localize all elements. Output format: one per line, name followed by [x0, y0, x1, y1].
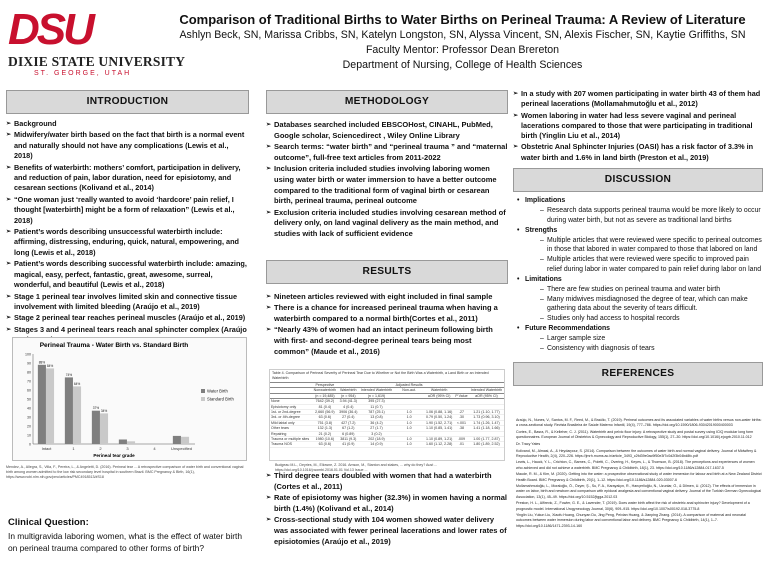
discussion-group-title: Implications	[525, 197, 566, 205]
table-cell: 41 (0.9)	[338, 442, 359, 447]
table-cell: .30	[454, 415, 469, 420]
perineal-trauma-chart	[12, 337, 247, 461]
results-item: ➢ Rate of episiotomy was higher (32.3%) in women having a normal birth (1.4%) (Kolivand et al., 2014)	[266, 493, 508, 514]
table-cell: 1.0	[394, 442, 424, 447]
department: Department of Nursing, College of Health Sciences	[342, 59, 583, 71]
table-cell: 787 (25.1)	[359, 410, 394, 415]
references-list	[516, 418, 762, 530]
results-item: ➢ Cross-sectional study with 104 women showed water delivery was associated with fewer perineal lacerations and lower rates of episiotomies (Araújo et al., 2019)	[266, 515, 508, 547]
discussion-subitem: – Studies only had access to hospital records	[525, 314, 763, 324]
table-cell: Trauma NOS	[270, 442, 312, 447]
table-cell: 751 (3.8)	[312, 420, 338, 425]
logo-city: ST. GEORGE, UTAH	[34, 70, 132, 77]
discussion-body	[513, 196, 763, 354]
table-cell: 81 (0.4)	[312, 404, 338, 409]
reference-entry: Cortes, E., Basra, R., & Kelleher, C. J. (2011). Waterbirth and pelvic floor injury: A retrospective study and postal survey using ICIQ modular long form questionnaires. European Journal of Obstetrics & Gynecology and Reproductive Biology, 155(1), 27–30. https://doi.org/10.1016/j.ejogrb.2010.11.012	[516, 429, 754, 440]
bar-data-label: 64%	[73, 381, 81, 386]
table-cell: 3rd- or 4th-degree	[270, 415, 312, 420]
table-cell: 11 (0.7)	[359, 404, 394, 409]
column-discussion	[513, 89, 763, 379]
results-continued-item: ➢ Women laboring in water had less severe vaginal and perineal lacerations compared to those that were participating in traditional birth (Yinglin Liu et al., 2014)	[513, 111, 763, 142]
table-header-cell: P Value	[455, 393, 468, 398]
table-cell: 1.00 (1.77, 2.87)	[469, 437, 504, 442]
discussion-group	[513, 324, 763, 354]
x-tick-label: Intact	[41, 446, 52, 451]
table-header-cell: (n = 19,485)	[312, 393, 338, 398]
column-methods-results	[266, 90, 508, 358]
methodology-heading: METHODOLOGY	[266, 90, 508, 114]
table-header-cell: Intended Waterbirth	[470, 388, 503, 393]
y-tick-label: 90	[27, 361, 31, 366]
bar-data-label: 74%	[65, 372, 73, 377]
results-table-grid	[270, 382, 504, 448]
table-cell: 3811 (9.3)	[338, 437, 359, 442]
results-item: ➢ “Nearly 43% of women had an intact perineum following birth with first- and second-degree perineal tears being most common” (Maude et al., 2016)	[266, 325, 508, 357]
bar	[173, 436, 181, 444]
reference-entry: Lewis, L., Hauck, Y. L., Crichton, C., Barnes, C., Poletti, C., Overing, H., Keyes, L., & Thomson, B. (2018). The perceptions and experiences of women who achieved and did not achieve a waterbirth. BMC Pregnancy & Childbirth, 18(1), 23. https://doi.org/10.1186/s12884-017-1637-5	[516, 460, 755, 470]
table-cell: 1.60 (1.12, 2.28)	[425, 442, 453, 447]
chart-citation: Mendez, A., Allegra, S., Villa, F., Pereira, L., & Angeletti, D. (2016). Perineal tear ... A retrospective comparison of water birth and conventional vaginal birth among women admitted to the low risk secondary level hospital in southern Brazil. BMC Pregnancy & Birth, 16(1), https://www.ncbi.nlm.nih.gov/pmc/articles/PMC4918513/#S18	[6, 465, 244, 479]
y-tick-label: 70	[27, 379, 31, 384]
reference-entry: Maude, R. M., & Kim, M. (2020). Getting into the water: a prospective observational study of water immersion for labour and birth at a New Zealand District Health Board. BMC Pregnancy & Childbirth, 20(1), 1–12. https://doi.org/10.1186/s12884-020-03007-6	[516, 472, 762, 482]
legend-swatch	[201, 389, 205, 393]
discussion-group-title: Limitations	[525, 275, 562, 283]
table-cell: 395 (27.3)	[359, 399, 394, 404]
bar	[46, 368, 54, 444]
y-tick-label: 80	[27, 370, 31, 375]
table-cell: 1.0	[394, 410, 424, 415]
bar	[92, 411, 100, 444]
introduction-item: ➢ Benefits of waterbirth: mothers’ comfort, participation in delivery, and reduction of pain, labor duration, need for episiotomy, and cesarean sections (Kolivand et al., 2014)	[6, 163, 249, 194]
table-cell: None	[270, 399, 312, 404]
table-header-cell: Nonwaterbirth	[313, 388, 337, 393]
results-item: ➢ There is a chance for increased perineal trauma when having a waterbirth compared to a normal birth(Cortes et al., 2011)	[266, 303, 508, 324]
table-header-cell: Intended Waterbirth	[360, 388, 393, 393]
bar	[127, 441, 135, 444]
chart-svg	[13, 338, 246, 460]
results-table-citation: Budgeau M.L., Deyries, M., Ellowne, Z. 2016. Amson, M., Stanton and stakes, ... why do they? Aust ... https://doi.org/10.1016/j.wombi.2016.01.01 Vol.13 Issue ...	[275, 463, 438, 472]
introduction-item: ➢ Stage 1 perineal tear involves limited skin and connective tissue involvement with limited bleeding (Araújo et al., 2019)	[6, 292, 249, 313]
table-cell: 27 (1.7)	[359, 426, 394, 431]
table-header-cell: Non-aut.	[394, 388, 424, 393]
reference-entry: Preston, H. L., Alfirevic, Z., Fowler, G. E., & Lavender, T. (2019). Does water birth affect the risk of obstetric anal sphincter injury? Development of a prognostic model. International Urogynecology Journal, 30(6), 909–915. https://doi.org/10.1007/s00192-018-3775-8	[516, 501, 750, 511]
introduction-item: ➢ Stage 2 perineal tear reaches perineal muscles (Araújo et al., 2019)	[6, 313, 249, 323]
table-cell: 67 (1.2)	[338, 426, 359, 431]
results-continued-item: ➢ Obstetric Anal Sphincter Injuries (OASI) has a risk factor of 3.3% in water birth and 1.6% in land birth (Preston et al., 2019)	[513, 142, 763, 163]
table-cell: 1.73 (0.96, 3.10)	[469, 415, 504, 420]
discussion-subitem: – Consistency with diagnosis of tears	[525, 344, 763, 354]
methodology-item: ➢ Search terms: “water birth” and “perineal trauma ” and “maternal outcome”, full-free text articles from 2011-2022	[266, 142, 508, 163]
results-item: ➢ Nineteen articles reviewed with eight included in final sample	[266, 292, 508, 303]
x-tick-label: 4	[153, 446, 156, 451]
legend-entry: Standard Birth	[207, 396, 234, 402]
results-table-title: Table 4. Comparison of Perineal Severity of Perineal Tear Due to Whether or Not the Birth Was a Waterbirth, a Land Birth or an Intended Waterbirth	[272, 371, 489, 380]
reference-entry: Yinglin Liu, Yukun Liu, Xiaofu Huang, Chunyan Du, Jing Peng, Peixian Huang, & Jianping Zhang. (2014). A comparison of maternal and neonatal outcomes between water immersion during labor and conventional labor and delivery. BMC Pregnancy & Childbirth, 14(1), 1–7. https://doi.org/10.1186/1471-2393-14-160	[516, 513, 746, 528]
table-header-cell: Waterbirth	[338, 388, 359, 393]
discussion-subitems	[525, 285, 763, 324]
y-tick-label: 100	[25, 352, 31, 357]
table-cell: 6 (0.89)	[338, 431, 359, 436]
y-tick-label: 60	[27, 388, 31, 393]
introduction-item: ➢ Stages 3 and 4 perineal tears reach anal sphincter complex (Araújo	[6, 325, 249, 346]
table-cell: 63 (0.6)	[312, 442, 338, 447]
discussion-subitem: – Multiple articles that were reviewed were specific to perineal outcomes in those that labored in water compared to those that labored on land	[525, 236, 763, 256]
table-header-cell: (n = 954)	[338, 393, 359, 398]
table-cell: 427 (7.2)	[338, 420, 359, 425]
table-cell: Repairing	[270, 431, 312, 436]
logo-letters: DSU	[8, 5, 92, 54]
y-tick-label: 40	[27, 406, 31, 411]
table-cell: 13 (0.8)	[359, 415, 394, 420]
table-cell: 3906 (36.4)	[339, 410, 358, 415]
table-header-cell: Perspective	[312, 383, 338, 388]
y-tick-label: 0	[29, 442, 31, 447]
table-cell: 3 (0.2)	[359, 431, 394, 436]
table-cell: 2,660 (56.9)	[312, 410, 338, 415]
legend-entry: Water Birth	[207, 388, 228, 394]
table-cell: 1.06 (0.88, 1.16)	[425, 410, 453, 415]
chart-title: Perineal Trauma - Water Birth vs. Standard Birth	[39, 342, 189, 349]
table-header-cell: aOR (95% CI)	[424, 393, 454, 398]
results-continued-list	[513, 89, 763, 163]
discussion-group	[513, 275, 763, 324]
reference-entry: Kolivand, M., Almasi, A., & Heydarpour, S. (2014). Comparison between the outcomes of water birth and normal vaginal delivery. Journal of Midwifery & Reproductive Health, 2(4), 220–226. https://jmrh.mums.ac.ir/article_3493_c2fd39e0ac9f50e3f7c0d2f3b04bd8fc.pdf	[516, 448, 757, 458]
table-cell: 63 (0.6)	[312, 415, 338, 420]
table-cell: 1.10 (0.89, 1.21)	[425, 437, 453, 442]
y-tick-label: 20	[27, 424, 31, 429]
table-cell: 1.0	[394, 437, 424, 442]
table-cell: 36 (4.2)	[359, 420, 394, 425]
y-tick-label: 10	[27, 433, 31, 438]
methodology-item: ➢ Exclusion criteria included studies involving cesarean method of delivery only, on land vaginal delivery as the main method, and studies with lack of sufficient evidence	[266, 208, 508, 240]
results-table	[269, 369, 505, 461]
references-heading: REFERENCES	[513, 362, 763, 386]
table-cell: 3.94 (41.3)	[339, 399, 357, 404]
y-tick-label: 50	[27, 397, 31, 402]
introduction-heading: INTRODUCTION	[6, 90, 249, 114]
x-tick-label: 3	[126, 446, 129, 451]
discussion-subitem: – Research data supports perineal trauma would be more likely to occur during water birth, but not as severe as traditional land births	[525, 206, 763, 226]
discussion-subitems	[525, 334, 763, 354]
x-tick-label: 2	[99, 446, 102, 451]
discussion-subitem: – Many midwives misdiagnosed the degree of tear, which can make gathering data about the severity of tears difficult.	[525, 295, 763, 315]
table-cell: <.001	[454, 420, 469, 425]
table-cell: 1.0	[394, 420, 424, 425]
discussion-subitem: – Larger sample size	[525, 334, 763, 344]
poster-title: Comparison of Traditional Births to Water Births on Perineal Trauma: A Review of Literature	[179, 12, 746, 27]
university-logo	[8, 5, 186, 80]
results-list-bottom	[266, 471, 508, 547]
table-header-cell: aOR (95% CI)	[469, 393, 504, 398]
discussion-group	[513, 196, 763, 226]
introduction-item: ➢ “One woman just ‘really wanted to avoid ‘hardcore’ pain relief, I thought [waterbirth] might be a form of relaxation” (Lewis et al., 2018)	[6, 195, 249, 226]
poster-authors: Ashlyn Beck, SN, Marissa Cribbs, SN, Katelyn Longston, SN, Alyssa Vincent, SN, Alexis Fischer, SN, Kaytie Griffiths, SN	[179, 29, 746, 41]
bar	[100, 413, 108, 444]
discussion-subitem: – There are few studies on perineal trauma and water birth	[525, 285, 763, 295]
x-tick-label: 1	[72, 446, 75, 451]
clinical-question-heading: Clinical Question:	[8, 517, 89, 528]
discussion-group	[513, 226, 763, 275]
table-header-cell: (n = 1,619)	[359, 393, 394, 398]
introduction-item: ➢ Patient’s words describing successful waterbirth include: amazing, magical, easy, perfect, fantastic, great, awesome, surreal, wonderful, and beautiful (Lewis et al., 2018)	[6, 259, 249, 290]
legend-swatch	[201, 397, 205, 401]
results-continued-item: ➢ In a study with 207 women participating in water birth 43 of them had perineal lacerations (Mollamahmutoğlu et al., 2012)	[513, 89, 763, 110]
discussion-subitem: – Multiple articles that were reviewed were specific to improved pain relief during labor in water compared to pain relief during labor on land	[525, 255, 763, 275]
methodology-item: ➢ Databases searched included EBSCOHost, CINAHL, PubMed, Google scholar, Sciencedirect , Wiley Online Library	[266, 120, 508, 141]
table-cell: Trauma or multiple sites	[270, 437, 312, 442]
clinical-question: In multigravida laboring women, what is the effect of water birth on perineal trauma compared to other forms of birth?	[8, 531, 242, 553]
bar-data-label: 88%	[38, 360, 46, 365]
table-cell: 1.10 (0.85, 1.41)	[425, 426, 453, 431]
table-cell: 1.74 (1.26, 1.47)	[469, 420, 504, 425]
table-cell: 7642 (39.2)	[312, 399, 338, 404]
x-tick-label: Unspecified	[171, 446, 192, 451]
y-tick-label: 30	[27, 415, 31, 420]
discussion-list	[513, 196, 763, 354]
reference-entry: Dr. Tracy Yates	[516, 441, 541, 446]
table-cell: .38	[454, 426, 469, 431]
table-cell: 4 (0.4)	[338, 404, 359, 409]
methodology-list	[266, 120, 508, 240]
table-cell: 0.79 (0.50, 1.24)	[425, 415, 453, 420]
table-cell: 1.21 (1.10, 1.77)	[469, 410, 504, 415]
poster-header	[165, 12, 760, 73]
introduction-item: ➢ Background	[6, 119, 249, 129]
table-cell: 1.90 (1.52, 2.71)	[425, 420, 453, 425]
methodology-item: ➢ Inclusion criteria included studies involving laboring women using water birth or water immersion to have a better outcome compared to the traditional form of vaginal birth or cesarean birth, perineal trauma, perineal outcome	[266, 164, 508, 206]
table-cell: 27 (0.4)	[338, 415, 359, 420]
table-cell: 21 (0.2)	[312, 431, 338, 436]
table-cell: 1st- or 2nd-degree	[270, 410, 312, 415]
introduction-list	[6, 119, 249, 346]
table-cell: Mild labial only	[270, 420, 312, 425]
results-list-top	[266, 292, 508, 358]
bar	[119, 440, 127, 445]
bar-data-label: 37%	[92, 406, 100, 411]
table-cell: 14 (0.9)	[359, 442, 394, 447]
bar	[181, 437, 189, 444]
reference-entry: Araújo, N., Nunes, V., Santos, M. F., Reed, M., & Braúlio, T. (2019). Perineal outcomes and its associated variables of water births versus non-water births: a cross-sectional study. Revista Brasileira de Saúde Materno Infantil, 19(4), 777–786. https://doi.org/10.1590/1806-93042019000400003	[516, 418, 762, 428]
discussion-heading: DISCUSSION	[513, 168, 763, 192]
table-cell: 1.0	[394, 426, 424, 431]
x-axis-label: Perineal tear grade	[93, 453, 135, 458]
logo-university-name: DIXIE STATE UNIVERSITY	[8, 54, 186, 69]
column-introduction	[6, 90, 249, 347]
bar-data-label: 84%	[46, 363, 54, 368]
bar	[65, 377, 73, 444]
table-cell: .27	[454, 410, 469, 415]
results-bottom	[266, 471, 508, 548]
table-cell: 1.41 (1.18, 1.66)	[469, 426, 504, 431]
results-heading: RESULTS	[266, 260, 508, 284]
table-cell: Other tears	[270, 426, 312, 431]
table-cell: 1.0	[394, 415, 424, 420]
reference-entry: Mollamahmutoğlu, L., Moraloğlu, Ö., Özyer, Ş., Su, F. A., Karayalçın, R., Hançerlioğlu, N., Uzunlar, Ö., & Dilmen, U. (2012). The effects of immersion in water on labor, birth and newborn and comparison with epidural analgesia and conventional vaginal delivery. Journal of the Turkish German Gynecological Association, 13(1), 45–49. https://doi.org/10.5152/jtgga.2012.03	[516, 484, 762, 499]
table-row	[270, 442, 504, 447]
table-cell: 1.80 (1.89, 2.52)	[469, 442, 504, 447]
table-header-cell: Waterbirth	[424, 388, 454, 393]
table-cell: .01	[454, 442, 469, 447]
discussion-subitems	[525, 236, 763, 275]
discussion-group-title: Future Recommendations	[525, 325, 610, 333]
introduction-item: ➢ Midwifery/water birth based on the fact that birth is a normal event and naturally should not have any complications (Lewis et al., 2018)	[6, 130, 249, 161]
table-cell: .009	[454, 437, 469, 442]
table-cell: Episiotomy only	[270, 404, 312, 409]
bar	[38, 365, 46, 444]
discussion-subitems	[525, 206, 763, 226]
faculty-mentor: Faculty Mentor: Professor Dean Brereton	[365, 44, 560, 56]
table-header-cell: Adjusted Results	[395, 383, 423, 387]
table-cell: 202 (18.9)	[359, 437, 394, 442]
introduction-item: ➢ Patient’s words describing unsuccessful waterbirth include: affirming, distressing, enduring, quick, natural, empowering, and long (Lewis et al., 2018)	[6, 227, 249, 258]
bar	[73, 386, 81, 444]
results-item: ➢ Third degree tears doubled with women that had a waterbirth (Cortes et al., 2011)	[266, 471, 508, 492]
table-cell: 1980 (10.6)	[312, 437, 338, 442]
discussion-group-title: Strengths	[525, 226, 558, 234]
table-cell: 132 (1.3)	[312, 426, 338, 431]
bar-data-label: 34%	[100, 408, 108, 413]
